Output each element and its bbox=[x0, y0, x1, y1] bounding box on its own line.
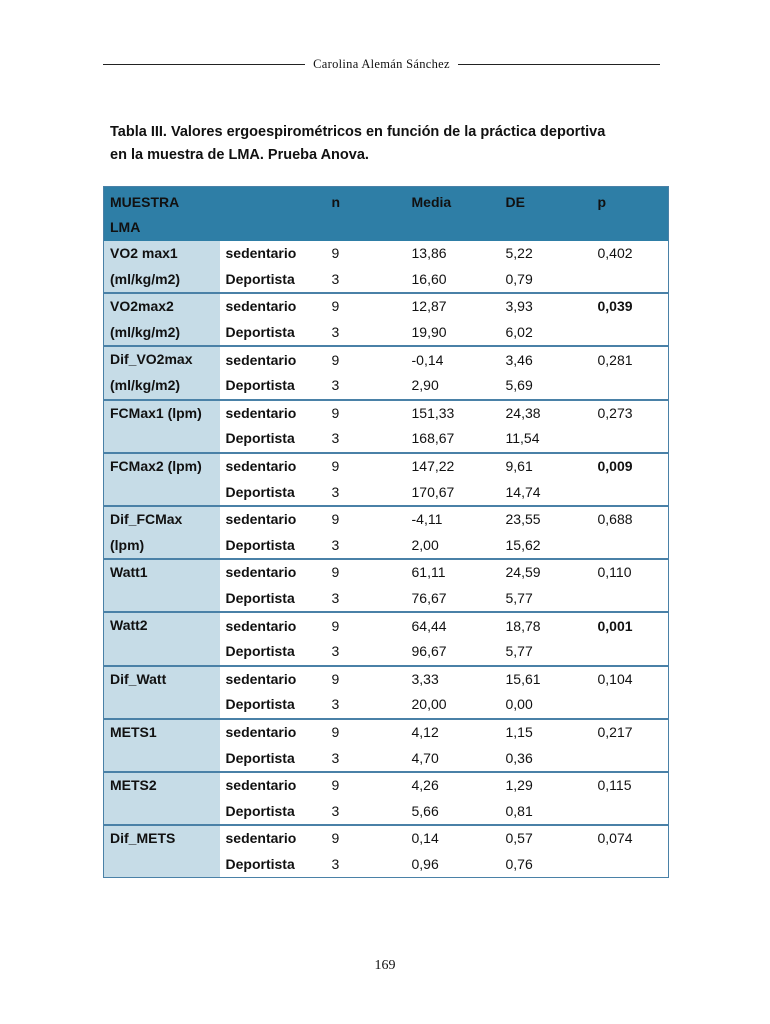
n-value: 3 bbox=[331, 590, 340, 607]
n-value: 3 bbox=[331, 536, 340, 553]
n-value: 3 bbox=[331, 270, 340, 287]
n-value: 9 bbox=[326, 772, 406, 799]
group-label: Deportista bbox=[225, 430, 295, 447]
table-row bbox=[104, 639, 669, 666]
de-value: 3,93 bbox=[500, 293, 592, 320]
header-rule-right bbox=[458, 64, 660, 65]
table-row bbox=[104, 373, 669, 400]
media-value: 0,14 bbox=[406, 825, 500, 852]
table-row bbox=[104, 692, 669, 719]
group-label: Deportista bbox=[225, 749, 295, 766]
p-empty bbox=[592, 852, 669, 878]
variable-name-cell bbox=[104, 293, 220, 320]
group-label: sedentario bbox=[220, 400, 326, 427]
group-label: Deportista bbox=[225, 855, 295, 872]
p-empty bbox=[592, 479, 669, 506]
p-value: 0,110 bbox=[592, 559, 669, 586]
de-value: 0,57 bbox=[500, 825, 592, 852]
variable-name-cell bbox=[104, 400, 220, 427]
group-label: Deportista bbox=[225, 536, 295, 553]
caption-line-1: Tabla III. Valores ergoespirométricos en función de la práctica deportiva bbox=[110, 124, 606, 140]
variable-unit-cell bbox=[104, 320, 220, 347]
p-value: 0,281 bbox=[592, 346, 669, 373]
variable-name: Dif_METS bbox=[110, 830, 176, 847]
p-empty bbox=[592, 267, 669, 294]
variable-name: METS2 bbox=[110, 776, 157, 793]
de-value: 1,29 bbox=[500, 772, 592, 799]
media-value: 96,67 bbox=[411, 643, 447, 660]
group-label: Deportista bbox=[225, 483, 295, 500]
media-value: 4,70 bbox=[411, 749, 439, 766]
media-value: 2,90 bbox=[411, 377, 439, 394]
n-value: 9 bbox=[326, 612, 406, 639]
media-value: 0,96 bbox=[411, 855, 439, 872]
variable-unit-cell bbox=[104, 798, 220, 825]
n-value: 9 bbox=[326, 346, 406, 373]
variable-name: Dif_VO2max bbox=[110, 351, 193, 368]
variable-name-cell bbox=[104, 559, 220, 586]
de-value: 15,62 bbox=[505, 536, 541, 553]
media-value: -4,11 bbox=[406, 506, 500, 533]
n-value: 3 bbox=[331, 377, 340, 394]
n-value: 3 bbox=[331, 643, 340, 660]
caption-line-2: en la muestra de LMA. Prueba Anova. bbox=[110, 147, 369, 163]
n-value: 3 bbox=[331, 802, 340, 819]
de-value: 5,77 bbox=[505, 590, 533, 607]
group-label: Deportista bbox=[225, 696, 295, 713]
group-label: sedentario bbox=[220, 825, 326, 852]
media-value: 170,67 bbox=[411, 483, 455, 500]
variable-unit: (ml/kg/m2) bbox=[110, 323, 181, 340]
variable-unit: (ml/kg/m2) bbox=[110, 376, 181, 393]
p-empty bbox=[592, 798, 669, 825]
variable-name-cell bbox=[104, 719, 220, 746]
p-value: 0,001 bbox=[592, 612, 669, 639]
group-label: sedentario bbox=[220, 559, 326, 586]
de-value: 3,46 bbox=[500, 346, 592, 373]
header-author: Carolina Alemán Sánchez bbox=[313, 56, 450, 71]
media-value: 76,67 bbox=[411, 590, 447, 607]
media-value: 13,86 bbox=[411, 245, 447, 262]
table-row bbox=[104, 825, 669, 852]
de-value: 0,79 bbox=[505, 270, 533, 287]
p-empty bbox=[592, 373, 669, 400]
n-value: 9 bbox=[326, 506, 406, 533]
table-row bbox=[104, 772, 669, 799]
de-value: 5,22 bbox=[505, 245, 533, 262]
table-row bbox=[104, 346, 669, 373]
group-label: Deportista bbox=[225, 643, 295, 660]
n-value: 9 bbox=[326, 559, 406, 586]
table-row bbox=[104, 719, 669, 746]
group-label: sedentario bbox=[220, 506, 326, 533]
variable-name-cell bbox=[104, 241, 220, 267]
col-header-de: DE bbox=[500, 187, 592, 242]
de-value: 0,76 bbox=[505, 855, 533, 872]
variable-unit: (ml/kg/m2) bbox=[110, 270, 181, 287]
p-value: 0,009 bbox=[592, 453, 669, 480]
media-value: 4,12 bbox=[406, 719, 500, 746]
p-empty bbox=[592, 745, 669, 772]
group-label: sedentario bbox=[220, 612, 326, 639]
de-value: 18,78 bbox=[500, 612, 592, 639]
table-row bbox=[104, 612, 669, 639]
variable-unit-cell bbox=[104, 267, 220, 294]
variable-name: Dif_FCMax bbox=[110, 510, 183, 527]
variable-unit-cell bbox=[104, 852, 220, 878]
table-row bbox=[104, 745, 669, 772]
variable-unit-cell bbox=[104, 426, 220, 453]
n-value: 3 bbox=[331, 483, 340, 500]
de-value: 24,38 bbox=[500, 400, 592, 427]
media-value: 2,00 bbox=[411, 536, 439, 553]
group-label: sedentario bbox=[220, 719, 326, 746]
col-header-n: n bbox=[326, 187, 406, 242]
n-value: 3 bbox=[331, 749, 340, 766]
table-row bbox=[104, 241, 669, 267]
variable-name: VO2 max1 bbox=[110, 245, 178, 261]
variable-unit-cell bbox=[104, 692, 220, 719]
variable-name-cell bbox=[104, 506, 220, 533]
media-value: 5,66 bbox=[411, 802, 439, 819]
col-header-muestra bbox=[104, 187, 220, 242]
n-value: 3 bbox=[331, 324, 340, 341]
media-value: 151,33 bbox=[406, 400, 500, 427]
de-value: 15,61 bbox=[500, 666, 592, 693]
media-value: 3,33 bbox=[406, 666, 500, 693]
media-value: 61,11 bbox=[406, 559, 500, 586]
ergospirometry-table bbox=[103, 186, 669, 878]
de-value: 11,54 bbox=[505, 430, 540, 447]
group-label: sedentario bbox=[220, 666, 326, 693]
variable-name: FCMax1 (lpm) bbox=[110, 404, 202, 421]
media-value: 12,87 bbox=[406, 293, 500, 320]
group-label: sedentario bbox=[225, 245, 297, 262]
n-value: 9 bbox=[326, 825, 406, 852]
variable-name-cell bbox=[104, 666, 220, 693]
table-row bbox=[104, 666, 669, 693]
media-value: 64,44 bbox=[406, 612, 500, 639]
p-empty bbox=[592, 586, 669, 613]
header-rule-left bbox=[103, 64, 305, 65]
table-row bbox=[104, 559, 669, 586]
variable-unit-cell bbox=[104, 745, 220, 772]
table-row bbox=[104, 506, 669, 533]
table-row bbox=[104, 400, 669, 427]
variable-name: Watt2 bbox=[110, 617, 148, 634]
page-number: 169 bbox=[374, 958, 396, 973]
n-value: 3 bbox=[331, 430, 340, 447]
p-value: 0,688 bbox=[592, 506, 669, 533]
group-label: sedentario bbox=[220, 293, 326, 320]
n-value: 9 bbox=[326, 453, 406, 480]
table-row bbox=[104, 267, 669, 294]
table-row bbox=[104, 479, 669, 506]
variable-name: Watt1 bbox=[110, 564, 148, 581]
media-value: 16,60 bbox=[411, 270, 447, 287]
n-value: 9 bbox=[331, 245, 340, 262]
table-row bbox=[104, 320, 669, 347]
de-value: 1,15 bbox=[500, 719, 592, 746]
table-caption bbox=[110, 121, 670, 167]
col-header-group bbox=[220, 187, 326, 242]
p-value: 0,039 bbox=[592, 293, 669, 320]
variable-name: Dif_Watt bbox=[110, 670, 167, 687]
table-row bbox=[104, 293, 669, 320]
p-empty bbox=[592, 320, 669, 347]
running-header bbox=[103, 54, 660, 74]
variable-name: METS1 bbox=[110, 723, 157, 740]
p-value: 0,115 bbox=[592, 772, 669, 799]
variable-unit-cell bbox=[104, 479, 220, 506]
p-empty bbox=[592, 533, 669, 560]
p-value: 0,104 bbox=[592, 666, 669, 693]
variable-name: VO2max2 bbox=[110, 298, 174, 315]
table-row bbox=[104, 453, 669, 480]
table-body bbox=[104, 241, 669, 878]
media-value: -0,14 bbox=[406, 346, 500, 373]
table-row bbox=[104, 852, 669, 878]
n-value: 9 bbox=[326, 666, 406, 693]
media-value: 20,00 bbox=[411, 696, 447, 713]
media-value: 147,22 bbox=[406, 453, 500, 480]
p-value: 0,217 bbox=[592, 719, 669, 746]
media-value: 168,67 bbox=[411, 430, 455, 447]
de-value: 6,02 bbox=[505, 324, 533, 341]
variable-name-cell bbox=[104, 612, 220, 639]
p-empty bbox=[592, 692, 669, 719]
group-label: sedentario bbox=[220, 772, 326, 799]
de-value: 5,69 bbox=[505, 377, 533, 394]
col-header-p: p bbox=[592, 187, 669, 242]
de-value: 0,00 bbox=[505, 696, 533, 713]
table-row bbox=[104, 798, 669, 825]
group-label: Deportista bbox=[225, 324, 295, 341]
variable-name-cell bbox=[104, 346, 220, 373]
n-value: 3 bbox=[331, 696, 340, 713]
col-header-media: Media bbox=[406, 187, 500, 242]
variable-unit-cell bbox=[104, 586, 220, 613]
table-row bbox=[104, 586, 669, 613]
group-label: sedentario bbox=[220, 453, 326, 480]
group-label: Deportista bbox=[225, 802, 295, 819]
variable-name: FCMax2 (lpm) bbox=[110, 457, 202, 474]
variable-name-cell bbox=[104, 772, 220, 799]
header-muestra-line2: LMA bbox=[110, 219, 141, 235]
group-label: Deportista bbox=[225, 590, 295, 607]
header-muestra-line1: MUESTRA bbox=[110, 194, 180, 210]
variable-unit-cell bbox=[104, 533, 220, 560]
de-value: 0,81 bbox=[505, 802, 533, 819]
n-value: 3 bbox=[331, 855, 340, 872]
table-row bbox=[104, 426, 669, 453]
n-value: 9 bbox=[326, 293, 406, 320]
table-header-row bbox=[104, 187, 669, 242]
variable-unit-cell bbox=[104, 639, 220, 666]
n-value: 9 bbox=[326, 719, 406, 746]
media-value: 4,26 bbox=[406, 772, 500, 799]
de-value: 14,74 bbox=[505, 483, 541, 500]
group-label: Deportista bbox=[225, 377, 295, 394]
group-label: sedentario bbox=[220, 346, 326, 373]
p-value: 0,074 bbox=[592, 825, 669, 852]
table-row bbox=[104, 533, 669, 560]
variable-name-cell bbox=[104, 825, 220, 852]
p-empty bbox=[592, 426, 669, 453]
variable-unit: (lpm) bbox=[110, 536, 145, 553]
group-label: Deportista bbox=[225, 270, 295, 287]
p-empty bbox=[592, 639, 669, 666]
media-value: 19,90 bbox=[411, 324, 447, 341]
variable-unit-cell bbox=[104, 373, 220, 400]
p-value: 0,402 bbox=[597, 245, 633, 262]
de-value: 23,55 bbox=[500, 506, 592, 533]
de-value: 24,59 bbox=[500, 559, 592, 586]
de-value: 0,36 bbox=[505, 749, 533, 766]
n-value: 9 bbox=[326, 400, 406, 427]
variable-name-cell bbox=[104, 453, 220, 480]
de-value: 9,61 bbox=[500, 453, 592, 480]
de-value: 5,77 bbox=[505, 643, 533, 660]
p-value: 0,273 bbox=[592, 400, 669, 427]
